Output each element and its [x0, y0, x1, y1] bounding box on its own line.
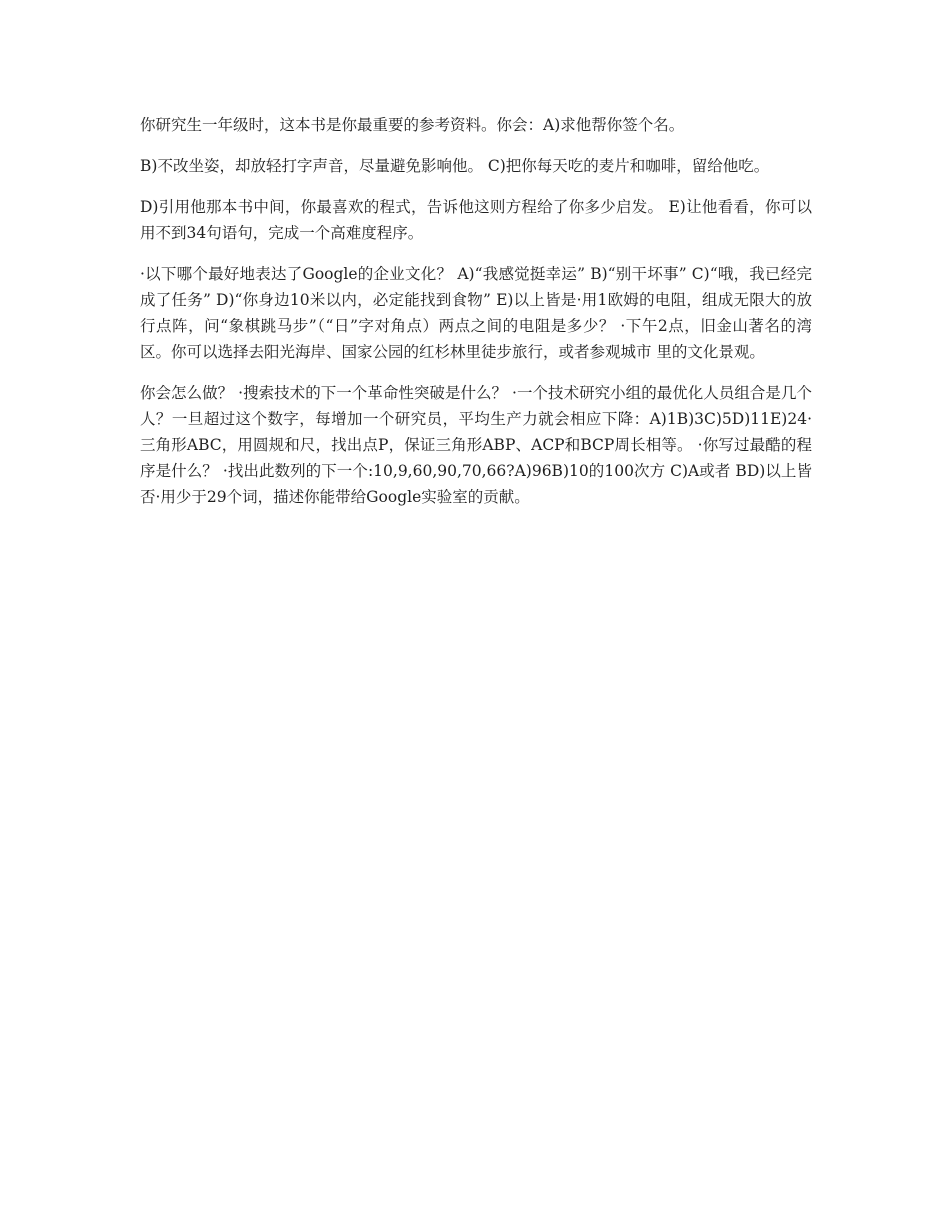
document-body [140, 112, 812, 525]
paragraph-3: D)引用他那本书中间，你最喜欢的程式，告诉他这则方程给了你多少启发。 E)让他看看，你可以用不到34句语句，完成一个高难度程序。 [140, 198, 812, 242]
paragraph-5: 你会怎么做？ ·搜索技术的下一个革命性突破是什么？ ·一个技术研究小组的最优化人员组合是几个人？一旦超过这个数字，每增加一个研究员，平均生产力就会相应下降：A)1B)3C)5D)11E)24·三角形ABC，用圆规和尺，找出点P，保证三角形ABP、ACP和BCP周长相等。 ·你写过最酷的程序是什么？ ·找出此数列的下一个:10,9,60,90,70,66?A)96B)10的100次方 C)A或者 BD)以上皆否·用少于29个词，描述你能带给Google实验室的贡献。 [140, 384, 812, 506]
paragraph-4: ·以下哪个最好地表达了Google的企业文化？ A)“我感觉挺幸运” B)“别干坏事” C)“哦，我已经完成了任务” D)“你身边10米以内，必定能找到食物” E)以上皆是·用1欧姆的电阻，组成无限大的放行点阵，问“象棋跳马步”（“日”字对角点）两点之间的电阻是多少？ ·下午2点，旧金山著名的湾区。你可以选择去阳光海岸、国家公园的红杉林里徒步旅行，或者参观城市 里的文化景观。 [140, 265, 812, 361]
paragraph-1: 你研究生一年级时，这本书是你最重要的参考资料。你会：A)求他帮你签个名。 [140, 116, 685, 134]
paragraph-2: B)不改坐姿，却放轻打字声音，尽量避免影响他。 C)把你每天吃的麦片和咖啡，留给他吃。 [140, 157, 770, 175]
